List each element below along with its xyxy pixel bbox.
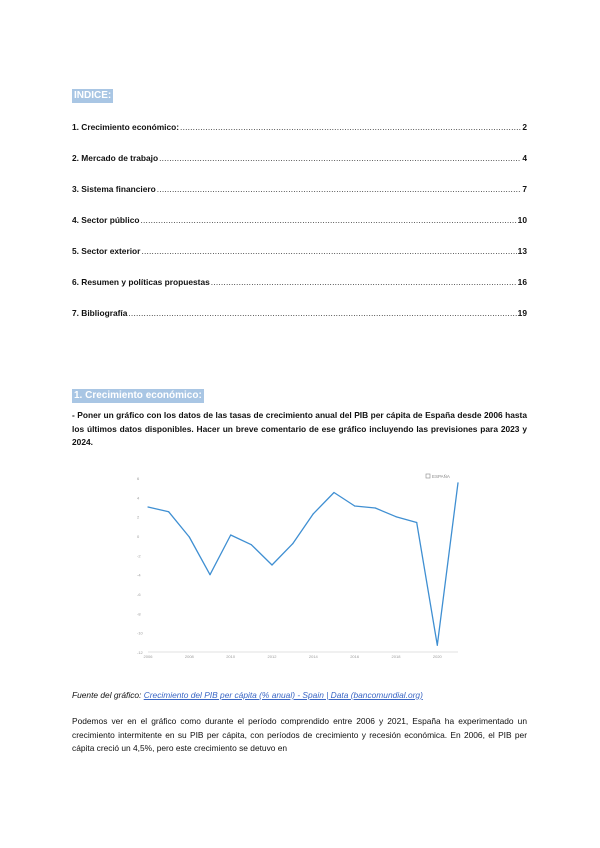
x-tick-label: 2016 — [350, 654, 360, 659]
data-point — [147, 506, 148, 507]
toc-entry-crecimiento[interactable] — [72, 121, 527, 133]
x-tick-label: 2018 — [391, 654, 401, 659]
y-tick-label: 0 — [137, 534, 140, 539]
data-point — [333, 492, 334, 493]
x-tick-label: 2012 — [267, 654, 277, 659]
toc-entry-sector-publico[interactable] — [72, 214, 527, 226]
x-tick-label: 2014 — [308, 654, 318, 659]
data-point — [251, 544, 252, 545]
y-tick-label: -12 — [137, 650, 143, 655]
toc-entry-page: 19 — [517, 308, 527, 318]
data-point — [437, 645, 438, 646]
toc-entry-page: 7 — [522, 184, 527, 194]
assignment-instructions: - Poner un gráfico con los datos de las tasas de crecimiento anual del PIB per cápita de España desde 2006 hasta los últimos datos disponibles. Hacer un breve comentario de ese gráfico incluyendo las previsiones para 2023 y 2024. — [72, 410, 527, 447]
data-point — [209, 574, 210, 575]
toc-entry-page: 4 — [522, 153, 527, 163]
toc-entry-title: 1. Crecimiento económico: — [72, 122, 180, 132]
toc-entry-page: 10 — [517, 215, 527, 225]
chart-source — [72, 689, 527, 701]
y-tick-label: 2 — [137, 514, 140, 520]
toc-dot-leader — [141, 245, 516, 257]
gdp-growth-chart — [136, 466, 466, 662]
data-point — [271, 564, 272, 565]
legend-label: ESPAÑA — [432, 474, 450, 479]
chart-canvas — [136, 466, 466, 662]
data-point — [168, 511, 169, 512]
section-heading-crecimiento: 1. Crecimiento económico: — [74, 390, 202, 401]
data-point — [313, 513, 314, 514]
data-point — [457, 482, 458, 483]
toc-dot-leader — [128, 307, 516, 319]
toc-entry-sistema-financiero[interactable] — [72, 183, 527, 195]
source-link[interactable]: Crecimiento del PIB per cápita (% anual) - Spain | Data (bancomundial.org) — [143, 690, 423, 700]
y-tick-label: 6 — [137, 476, 140, 481]
toc-entry-title: 2. Mercado de trabajo — [72, 153, 159, 163]
toc-entry-mercado-trabajo[interactable] — [72, 152, 527, 164]
toc-entry-title: 3. Sistema financiero — [72, 184, 156, 194]
toc-entry-page: 13 — [517, 246, 527, 256]
x-tick-label: 2008 — [184, 654, 194, 659]
toc-entry-title: 7. Bibliografía — [72, 308, 128, 318]
toc-dot-leader — [211, 276, 517, 288]
toc-entry-sector-exterior[interactable] — [72, 245, 527, 257]
data-point — [375, 507, 376, 508]
data-point — [416, 522, 417, 523]
body-paragraph: Podemos ver en el gráfico como durante el período comprendido entre 2006 y 2021, España ha experimentado un crecimiento intermitente en su PIB per cápita, con períodos de crecimiento y recesión económica. En 2006, el PIB per cápita creció un 4,5%, pero este crecimiento se detuvo en — [72, 716, 527, 753]
x-tick-label: 2020 — [432, 654, 442, 659]
toc-dot-leader — [180, 121, 521, 133]
data-point — [354, 505, 355, 506]
toc-entry-bibliografia[interactable] — [72, 307, 527, 319]
data-point — [189, 536, 190, 537]
y-tick-label: -4 — [137, 572, 141, 578]
toc-entry-page: 2 — [522, 122, 527, 132]
data-point — [292, 543, 293, 544]
toc-dot-leader — [157, 183, 522, 195]
toc-entry-resumen[interactable] — [72, 276, 527, 288]
x-tick-label: 2010 — [226, 654, 236, 659]
y-tick-label: -2 — [137, 553, 141, 559]
y-tick-label: -10 — [137, 630, 143, 636]
toc-entry-page: 16 — [517, 277, 527, 287]
data-point — [395, 516, 396, 517]
toc-entry-title: 4. Sector público — [72, 215, 140, 225]
toc-entry-title: 6. Resumen y políticas propuestas — [72, 277, 210, 287]
y-tick-label: 4 — [137, 495, 140, 501]
x-tick-label: 2006 — [143, 654, 153, 659]
series-line-espana — [148, 483, 458, 645]
toc-dot-leader — [140, 214, 516, 226]
y-tick-label: -6 — [137, 592, 141, 597]
source-label: Fuente del gráfico: — [72, 690, 144, 700]
toc-entry-title: 5. Sector exterior — [72, 246, 141, 256]
y-tick-label: -8 — [137, 611, 141, 617]
legend-swatch — [426, 474, 430, 478]
toc-dot-leader — [159, 152, 521, 164]
index-heading: INDICE: — [74, 90, 112, 101]
data-point — [230, 534, 231, 535]
